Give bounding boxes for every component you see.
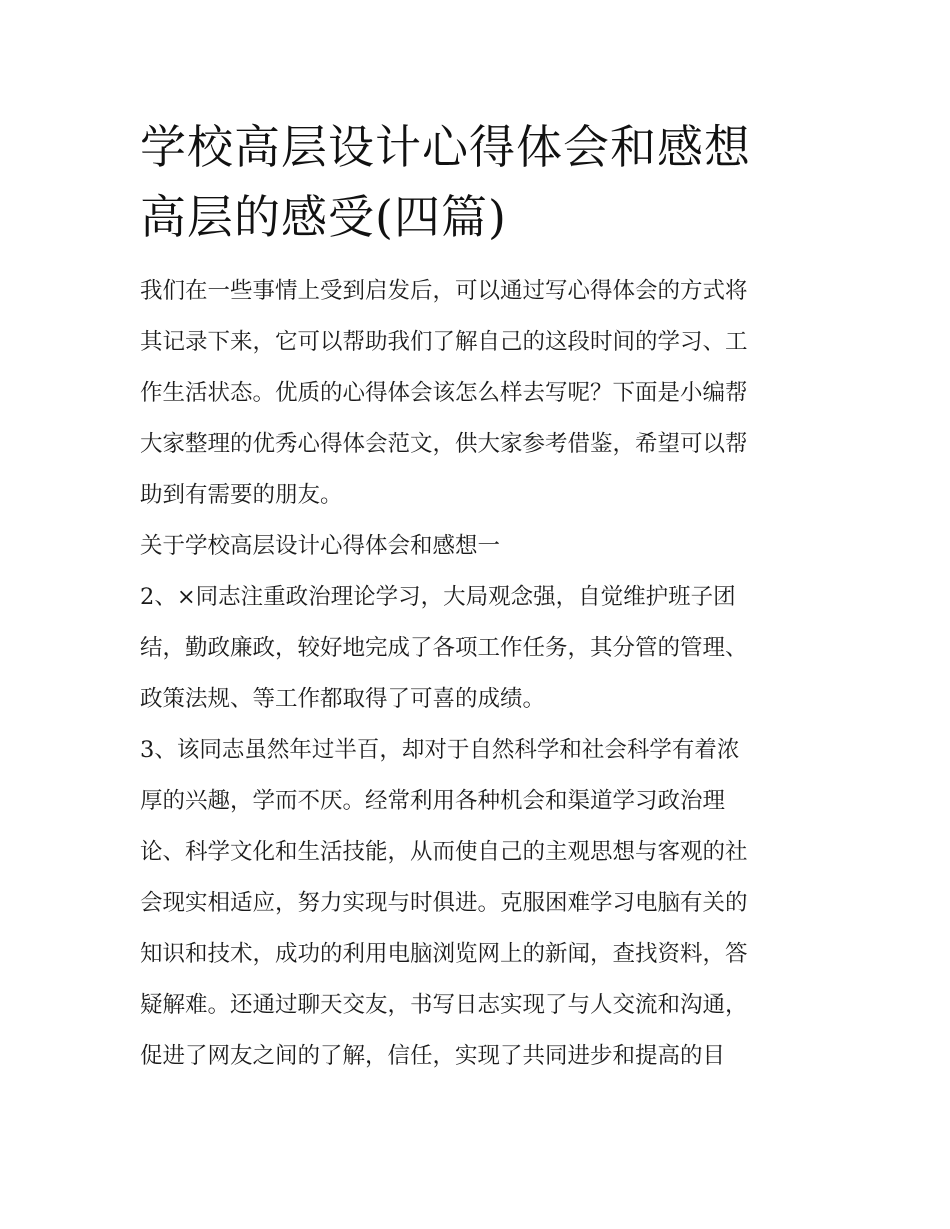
item-3-paragraph: [140, 725, 812, 1082]
document-body: [140, 266, 812, 1082]
intro-paragraph: [140, 266, 812, 521]
text-line: 结，勤政廉政，较好地完成了各项工作任务，其分管的管理、: [140, 635, 748, 661]
text-line: 其记录下来，它可以帮助我们了解自己的这段时间的学习、工: [140, 329, 748, 355]
section-heading: [140, 521, 812, 572]
text-line: 疑解难。还通过聊天交友，书写日志实现了与人交流和沟通，: [140, 992, 748, 1018]
title-line: 学校高层设计心得体会和感想: [140, 120, 751, 174]
text-line: 大家整理的优秀心得体会范文，供大家参考借鉴，希望可以帮: [140, 431, 748, 457]
document-title: [140, 112, 812, 252]
item-2-paragraph: [140, 572, 812, 725]
text-line: 政策法规、等工作都取得了可喜的成绩。: [140, 686, 546, 712]
text-line: 助到有需要的朋友。: [140, 482, 343, 508]
text-line: 作生活状态。优质的心得体会该怎么样去写呢？下面是小编帮: [140, 380, 748, 406]
text-line: 3、该同志虽然年过半百，却对于自然科学和社会科学有着浓: [140, 737, 740, 763]
text-line: 会现实相适应，努力实现与时俱进。克服困难学习电脑有关的: [140, 890, 748, 916]
text-line: 促进了网友之间的了解，信任，实现了共同进步和提高的目: [140, 1043, 726, 1069]
text-line: 厚的兴趣，学而不厌。经常利用各种机会和渠道学习政治理: [140, 788, 726, 814]
text-line: 论、科学文化和生活技能，从而使自己的主观思想与客观的社: [140, 839, 748, 865]
text-line: 知识和技术，成功的利用电脑浏览网上的新闻，查找资料，答: [140, 941, 748, 967]
title-line: 高层的感受(四篇): [140, 190, 507, 244]
text-line: 我们在一些事情上受到启发后，可以通过写心得体会的方式将: [140, 278, 748, 304]
text-line: 关于学校高层设计心得体会和感想一: [140, 533, 501, 559]
document-content: [140, 112, 812, 1082]
text-line: 2、×同志注重政治理论学习，大局观念强，自觉维护班子团: [140, 584, 736, 610]
